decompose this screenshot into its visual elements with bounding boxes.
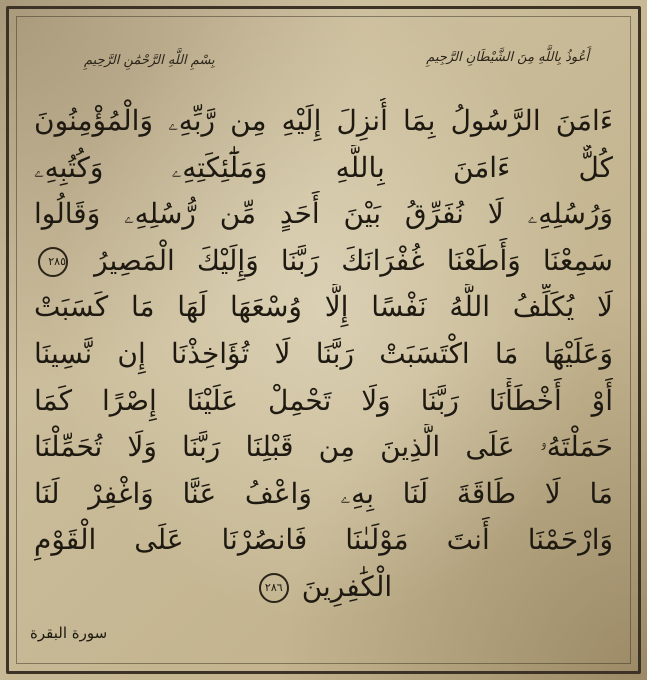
verse-line-2: كُلٌّ ءَامَنَ بِاللَّهِ وَمَلَٰٓئِكَتِهِۦ وَكُتُبِهِۦ <box>34 150 613 184</box>
verse-line-4 <box>34 238 613 285</box>
surah-name-label: سورة البقرة <box>30 624 108 642</box>
basmala-header: بِسْمِ اللَّهِ الرَّحْمَٰنِ الرَّحِيمِ <box>84 53 215 68</box>
verse-line-10: وَارْحَمْنَا أَنتَ مَوْلَىٰنَا فَانصُرْنَا عَلَى الْقَوْمِ <box>34 523 613 557</box>
verse-line-6: وَعَلَيْهَا مَا اكْتَسَبَتْ رَبَّنَا لَا تُؤَاخِذْنَا إِن نَّسِينَا <box>34 336 613 370</box>
verse-line-11-text: الْكَٰفِرِينَ <box>301 569 393 603</box>
verse-line-5: لَا يُكَلِّفُ اللَّهُ نَفْسًا إِلَّا وُسْعَهَا لَهَا مَا كَسَبَتْ <box>34 290 613 324</box>
ayah-286-marker: ٢٨٦ <box>259 573 289 603</box>
verse-line-4-text: سَمِعْنَا وَأَطَعْنَا غُفْرَانَكَ رَبَّنَا وَإِلَيْكَ الْمَصِيرُ <box>94 243 613 277</box>
verse-line-3: وَرُسُلِهِۦ لَا نُفَرِّقُ بَيْنَ أَحَدٍ مِّن رُّسُلِهِۦ وَقَالُوا <box>34 197 613 231</box>
ayah-285-marker: ٢٨٥ <box>38 247 68 277</box>
verse-line-11 <box>34 564 613 611</box>
verse-line-7: أَوْ أَخْطَأْنَا رَبَّنَا وَلَا تَحْمِلْ عَلَيْنَا إِصْرًا كَمَا <box>34 383 613 417</box>
verse-block <box>34 98 613 611</box>
verse-line-9: مَا لَا طَاقَةَ لَنَا بِهِۦ وَاعْفُ عَنَّا وَاغْفِرْ لَنَا <box>34 476 613 510</box>
verse-line-1: ءَامَنَ الرَّسُولُ بِمَا أُنزِلَ إِلَيْهِ مِن رَّبِّهِۦ وَالْمُؤْمِنُونَ <box>34 104 613 137</box>
isti3adha-header: أَعُوذُ بِاللَّهِ مِنَ الشَّيْطَانِ الرَّجِيمِ <box>426 50 589 65</box>
verse-line-8: حَمَلْتَهُۥ عَلَى الَّذِينَ مِن قَبْلِنَا رَبَّنَا وَلَا تُحَمِّلْنَا <box>34 430 613 464</box>
